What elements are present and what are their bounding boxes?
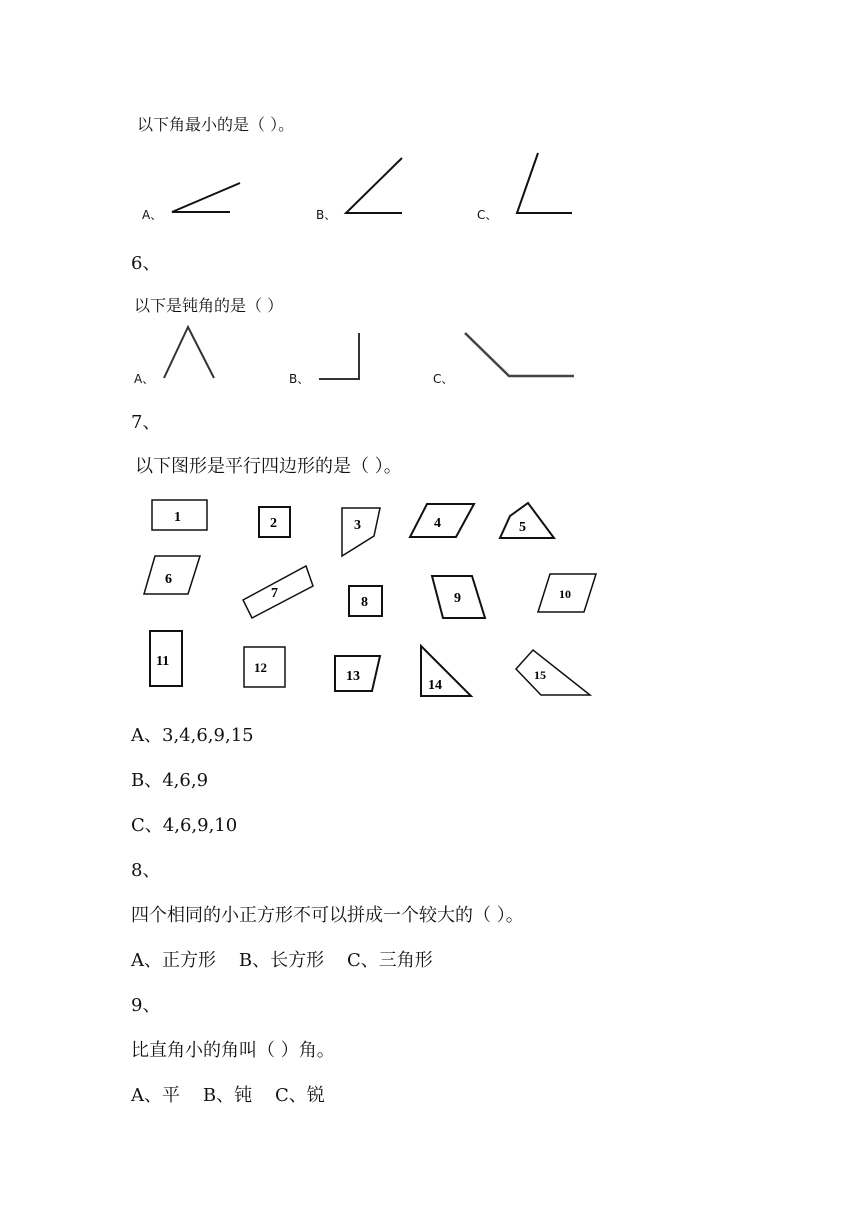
q6-prompt: 以下是钝角的是（ ）: [134, 296, 284, 315]
q5-option-a-angle: [168, 178, 248, 218]
q5-option-a-label: A、: [142, 208, 163, 222]
q5-option-b-angle: [340, 154, 410, 218]
q7-prompt: 以下图形是平行四边形的是（ ）。: [135, 456, 402, 477]
shape-12-label: 12: [254, 660, 267, 675]
q6-option-c-label: C、: [433, 372, 454, 386]
shape-9-label: 9: [454, 591, 461, 606]
q5-prompt: 以下角最小的是（ ）。: [137, 115, 295, 134]
shape-5-trapezoid: [500, 503, 554, 538]
shape-3-label: 3: [354, 518, 361, 533]
q6-option-a-angle: [160, 322, 220, 382]
q9-answers: A、平 B、钝 C、锐: [131, 1085, 325, 1106]
shape-11-label: 11: [156, 654, 170, 669]
shape-6-label: 6: [165, 572, 172, 587]
q5-option-b-label: B、: [316, 208, 337, 222]
shape-1-label: 1: [174, 510, 181, 525]
q5-option-c-label: C、: [477, 208, 498, 222]
q6-option-b-label: B、: [289, 372, 310, 386]
shape-10-label: 10: [559, 587, 571, 601]
q6-option-a-label: A、: [134, 372, 155, 386]
shape-8-label: 8: [361, 595, 368, 610]
shape-5-label: 5: [519, 520, 526, 535]
shape-15-quadrilateral: [516, 650, 590, 695]
shape-4-parallelogram: [410, 504, 474, 537]
q9-number: 9、: [131, 995, 161, 1016]
shape-14-label: 14: [428, 678, 442, 693]
q5-option-c-angle: [512, 150, 576, 218]
shape-6-parallelogram: [144, 556, 200, 594]
shape-15-label: 15: [534, 668, 546, 682]
q7-answer-b: B、4,6,9: [131, 770, 209, 791]
q7-shapes-figure: [130, 490, 610, 706]
q8-prompt: 四个相同的小正方形不可以拼成一个较大的（ ）。: [131, 905, 524, 926]
q9-prompt: 比直角小的角叫（ ）角。: [131, 1040, 335, 1061]
q6-number: 6、: [131, 253, 161, 274]
shape-4-label: 4: [434, 516, 441, 531]
shape-13-label: 13: [346, 669, 360, 684]
q7-number: 7、: [131, 412, 161, 433]
shape-7-label: 7: [271, 586, 278, 601]
q6-option-b-angle: [316, 330, 366, 384]
shape-2-label: 2: [270, 516, 277, 531]
q7-answer-c: C、4,6,9,10: [131, 815, 238, 836]
shape-7-rotated-rectangle: [243, 566, 313, 618]
q8-number: 8、: [131, 860, 161, 881]
shape-3-trapezoid: [342, 508, 380, 556]
q6-option-c-angle: [462, 330, 578, 382]
q8-answers: A、正方形 B、长方形 C、三角形: [131, 950, 433, 971]
q7-answer-a: A、3,4,6,9,15: [131, 725, 254, 746]
